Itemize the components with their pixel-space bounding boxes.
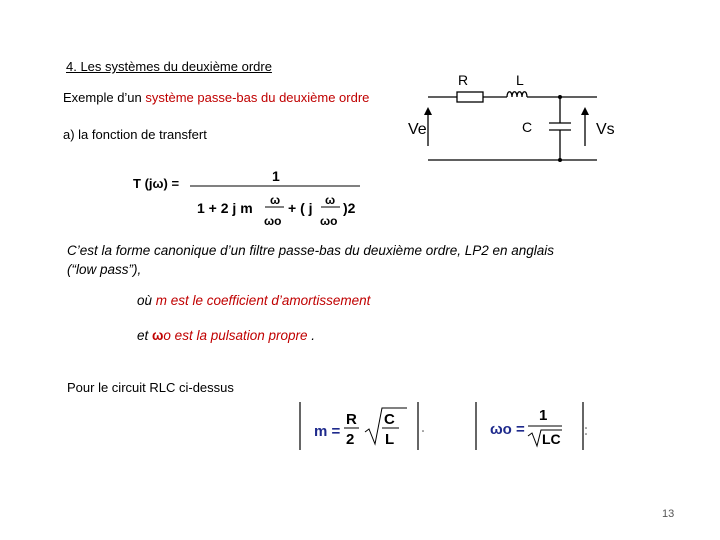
ve-arrow-icon (424, 107, 432, 115)
where-w-prefix: et (137, 328, 153, 343)
where-m-highlight: m est le coefficient d’amortissement (155, 293, 371, 308)
canonical-form-line-2: (“low pass”), (67, 262, 142, 277)
tf-omega0-2: ωo (320, 214, 338, 228)
formula-m-num: R (346, 411, 357, 428)
inductor (507, 92, 527, 97)
transfer-function-fraction (190, 165, 370, 235)
tf-omega-2: ω (325, 193, 336, 207)
page-number: 13 (662, 508, 675, 520)
resistor (457, 92, 483, 102)
transfer-function-lhs (133, 176, 179, 191)
example-highlight: système passe-bas du deuxième ordre (145, 90, 370, 105)
omega-symbol: ω (152, 328, 164, 343)
rlc-circuit-diagram (400, 64, 630, 164)
formula-w0-lhs: ωo = (490, 421, 525, 438)
formula-omega0 (470, 398, 590, 453)
transfer-arg: (jω) = (144, 176, 180, 191)
formula-m-den: 2 (346, 431, 355, 448)
where-w-highlight: o est la pulsation propre (163, 328, 308, 343)
label-Ve: Ve (408, 121, 427, 138)
example-line (63, 90, 369, 105)
where-w-suffix: . (307, 328, 316, 343)
formula-m-root-num: C (384, 411, 395, 428)
tf-omega-1: ω (270, 193, 281, 207)
tf-denom-start: 1 + 2 j m (197, 200, 253, 216)
tf-close-sq: )2 (343, 200, 356, 216)
natural-frequency-line (137, 328, 315, 343)
rlc-circuit-text: Pour le circuit RLC ci-dessus (67, 380, 234, 395)
label-R: R (458, 72, 469, 88)
canonical-form-line-1: C’est la forme canonique d’un filtre passe-bas du deuxième ordre, LP2 en anglais (67, 243, 555, 258)
formula-m (297, 398, 427, 453)
label-Vs: Vs (596, 121, 615, 138)
section-a-heading: a) la fonction de transfert (63, 127, 207, 142)
formula-w0-root: LC (542, 431, 561, 447)
label-C: C (522, 119, 533, 135)
where-m-prefix: où (137, 293, 156, 308)
tf-plus-paren: + ( j (288, 200, 313, 216)
formula-m-root-den: L (385, 431, 395, 448)
section-title: 4. Les systèmes du deuxième ordre (66, 59, 272, 74)
damping-coefficient-line (137, 293, 370, 308)
formula-w0-num: 1 (539, 407, 548, 424)
example-prefix: Exemple d’un (63, 90, 146, 105)
vs-arrow-icon (581, 107, 589, 115)
transfer-symbol: T (133, 176, 141, 191)
formula-m-lhs: m = (314, 423, 341, 440)
tf-omega0-1: ωo (264, 214, 282, 228)
label-L: L (516, 72, 524, 88)
tf-numerator: 1 (272, 168, 280, 184)
